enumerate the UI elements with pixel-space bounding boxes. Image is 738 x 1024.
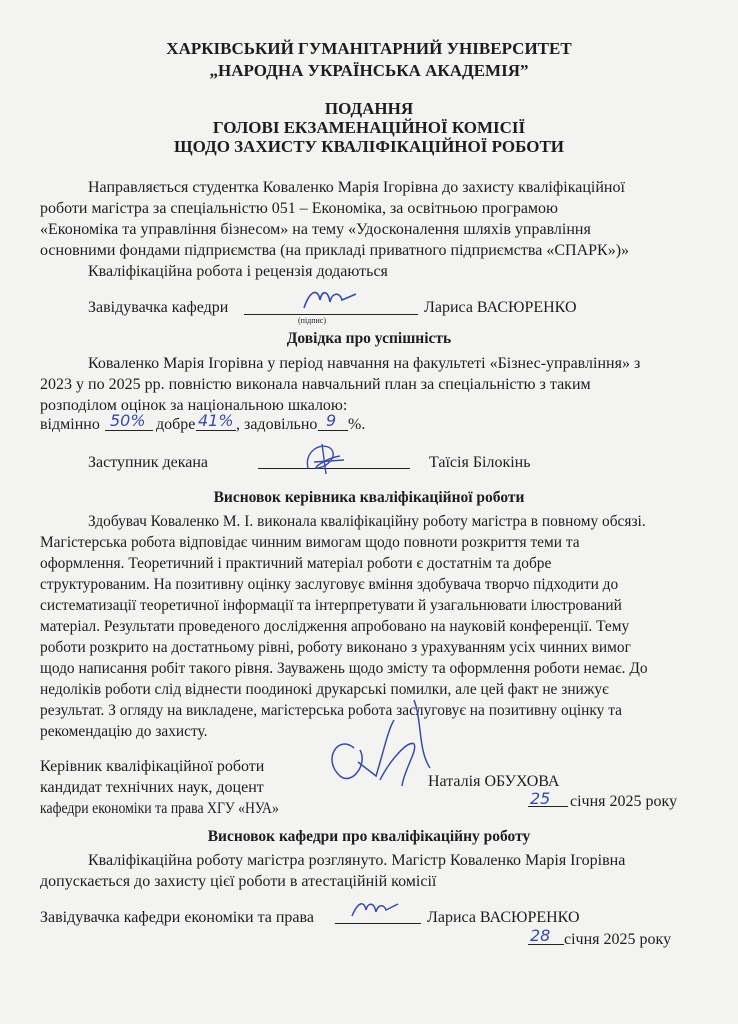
head-role: Завідувачка кафедри: [88, 299, 229, 316]
intro-line-4: основними фондами підприємства (на прикладі приватного підприємства «СПАРК»)»: [40, 242, 630, 259]
deputy-signature-mark: [300, 438, 350, 476]
progress-line-2: 2023 у по 2025 рр. повністю виконала навчальний план за спеціальністю з таким: [40, 376, 591, 393]
department-head-role: Завідувачка кафедри економіки та права: [40, 909, 314, 926]
signature-line: [244, 314, 418, 315]
academy-name: „НАРОДНА УКРАЇНСЬКА АКАДЕМІЯ”: [209, 61, 529, 80]
supervisor-line-2: Магістерська робота відповідає чинним вимогам щодо повноти розкриття теми та: [40, 534, 580, 551]
grade-underline-excellent: [105, 430, 153, 431]
supervisor-role-2: кандидат технічних наук, доцент: [40, 779, 264, 796]
supervisor-date-rest: січня 2025 року: [570, 793, 678, 810]
supervisor-line-8: щодо написання робіт такого рівня. Зауважень щодо змісту та оформлення роботи немає. До: [40, 660, 648, 677]
doc-title-3: ЩОДО ЗАХИСТУ КВАЛІФІКАЦІЙНОЇ РОБОТИ: [173, 137, 565, 156]
grade-good-value: 41%: [198, 411, 234, 430]
supervisor-line-11: рекомендацію до захисту.: [40, 723, 208, 740]
department-signature-line: [335, 923, 421, 924]
supervisor-signature-mark: [318, 690, 438, 805]
supervisor-title: Висновок керівника кваліфікаційної роботи: [213, 489, 525, 506]
grades-good-label: добре: [156, 416, 196, 433]
department-title: Висновок кафедри про кваліфікаційну роботу: [207, 828, 531, 845]
intro-line-1: Направляється студентка Коваленко Марія Ігорівна до захисту кваліфікаційної: [88, 179, 625, 196]
head-name: Лариса ВАСЮРЕНКО: [424, 299, 577, 316]
deputy-role: Заступник декана: [88, 454, 208, 471]
doc-title-1: ПОДАННЯ: [324, 99, 414, 118]
supervisor-line-6: матеріал. Результати проведеного дослідження апробовано на науковій конференції. Тему: [40, 618, 630, 635]
signature-caption: (підпис): [298, 316, 327, 325]
progress-line-3: розподілом оцінок за національною шкалою:: [40, 397, 348, 414]
grade-underline-satisfactory: [318, 430, 348, 431]
department-date-day: 28: [530, 926, 551, 945]
supervisor-line-9: недоліків роботи слід віднести поодинокі друкарські помилки, але цей факт не знижує: [40, 681, 609, 698]
supervisor-date-day: 25: [530, 789, 551, 808]
supervisor-role-1: Керівник кваліфікаційної роботи: [40, 758, 265, 775]
doc-title-2: ГОЛОВІ ЕКЗАМЕНАЦІЙНОЇ КОМІСІЇ: [212, 118, 526, 137]
grade-excellent-value: 50%: [110, 411, 146, 430]
grades-percent-suffix: %.: [348, 416, 366, 433]
supervisor-line-1: Здобувач Коваленко М. І. виконала кваліфікаційну роботу магістра в повному обсязі.: [88, 513, 646, 530]
intro-line-3: «Економіка та управління бізнесом» на тему «Удосконалення шляхів управління: [40, 221, 591, 238]
supervisor-name: Наталія ОБУХОВА: [428, 773, 560, 790]
supervisor-line-4: структурованим. На позитивну оцінку заслуговує вміння здобувача творчо підходити до: [40, 576, 619, 593]
department-signature-mark: [348, 898, 400, 922]
head-signature-mark: [300, 286, 360, 314]
intro-line-5: Кваліфікаційна робота і рецензія додаються: [88, 263, 388, 280]
university-name: ХАРКІВСЬКИЙ ГУМАНІТАРНИЙ УНІВЕРСИТЕТ: [166, 39, 572, 58]
grades-excellent-label: відмінно: [40, 416, 100, 433]
supervisor-line-7: роботи розкрито на достатньому рівні, роботу виконано з урахуванням усіх чинних вимог: [40, 639, 631, 656]
supervisor-role-3: кафедри економіки та права ХГУ «НУА»: [40, 800, 279, 817]
progress-line-1: Коваленко Марія Ігорівна у період навчання на факультеті «Бізнес-управління» з: [88, 355, 641, 372]
deputy-name: Таїсія Білокінь: [429, 454, 531, 471]
grade-satisfactory-value: 9: [326, 411, 337, 430]
department-head-name: Лариса ВАСЮРЕНКО: [427, 909, 580, 926]
supervisor-line-10: результат. З огляду на викладене, магістерська робота заслуговує на позитивну оцінку та: [40, 702, 622, 719]
intro-line-2: роботи магістра за спеціальністю 051 – Економіка, за освітньою програмою: [40, 200, 558, 217]
department-line-1: Кваліфікаційна роботу магістра розглянуто. Магістр Коваленко Марія Ігорівна: [88, 852, 626, 869]
grades-satisfactory-label: , задовільно: [236, 416, 318, 433]
supervisor-line-3: оформлення. Теоретичний і практичний матеріал роботи є достатнім та добре: [40, 555, 552, 572]
grade-underline-good: [196, 430, 236, 431]
supervisor-line-5: систематизації теоретичної інформації та інтерпретувати й узагальнювати ілюстрований: [40, 597, 622, 614]
department-line-2: допускається до захисту цієї роботи в атестаційній комісії: [40, 873, 437, 890]
progress-title: Довідка про успішність: [286, 330, 452, 347]
department-date-rest: січня 2025 року: [564, 931, 672, 948]
